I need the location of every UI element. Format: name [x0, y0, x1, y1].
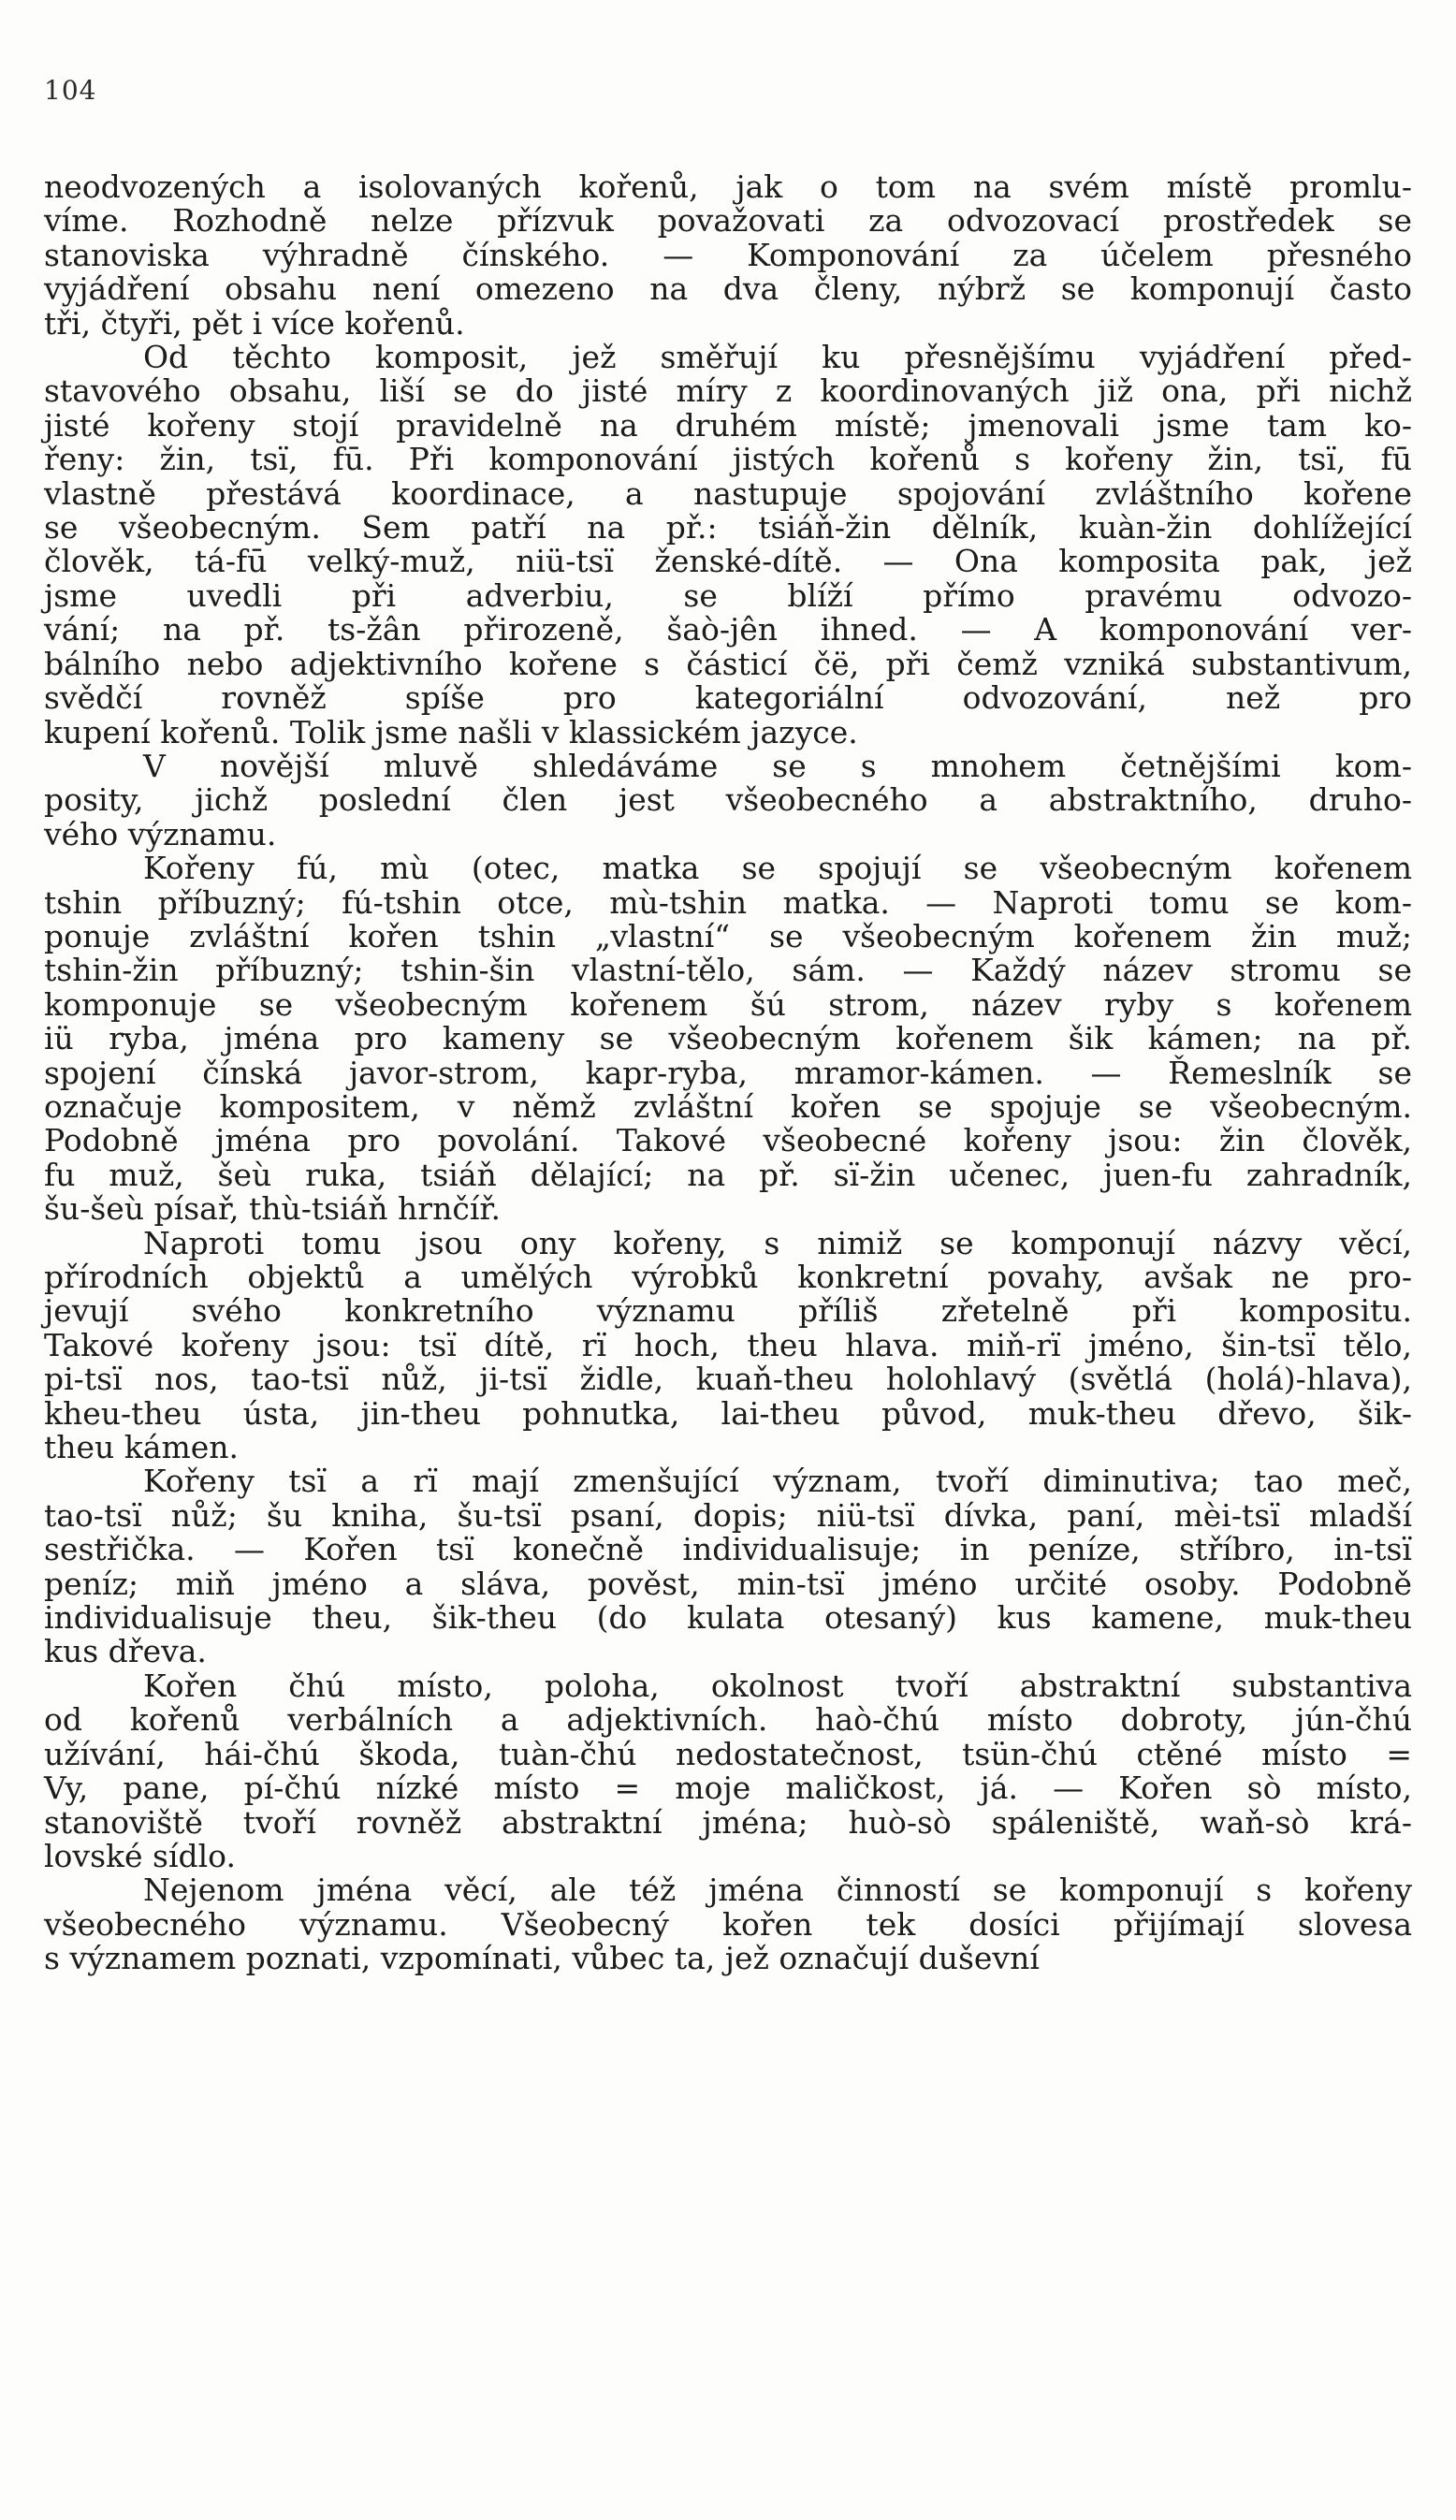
- text-line: řeny: žin, tsï, fū. Při komponování jistých kořenů s kořeny žin, tsï, fū: [44, 441, 1412, 478]
- text-line: víme. Rozhodně nelze přízvuk považovati za odvozovací prostředek se: [44, 202, 1412, 240]
- paragraph: [44, 341, 1412, 750]
- text-line: tao-tsï nůž; šu kniha, šu-tsï psaní, dopis; niü-tsï dívka, paní, mèi-tsï mladší: [44, 1496, 1412, 1534]
- text-line: individualisuje theu, šik-theu (do kulata otesaný) kus kamene, muk-theu: [44, 1599, 1412, 1637]
- text-line: jisté kořeny stojí pravidelně na druhém místě; jmenovali jsme tam ko-: [44, 406, 1412, 444]
- text-line: sestřička. — Kořen tsï konečně individualisuje; in peníze, stříbro, in-tsï: [44, 1531, 1412, 1568]
- text-line: Naproti tomu jsou ony kořeny, s nimiž se komponují názvy věcí,: [143, 1224, 1412, 1261]
- text-line: kus dřeva.: [44, 1633, 207, 1670]
- text-line: šu-šeù písař, thù-tsiáň hrnčíř.: [44, 1190, 502, 1228]
- text-line: Podobně jména pro povolání. Takové všeobecné kořeny jsou: žin člověk,: [44, 1122, 1412, 1159]
- body-text: [44, 170, 1412, 1976]
- text-line: ponuje zvláštní kořen tshin „vlastní“ se všeobecným kořenem žin muž;: [44, 917, 1412, 954]
- text-line: jevují svého konkretního významu příliš zřetelně při kompositu.: [44, 1292, 1412, 1330]
- text-line: tshin příbuzný; fú-tshin otce, mù-tshin matka. — Naproti tomu se kom-: [44, 883, 1412, 921]
- text-line: s významem poznati, vzpomínati, vůbec ta, jež označují duševní: [44, 1940, 1040, 1977]
- text-line: posity, jichž poslední člen jest všeobecného a abstraktního, druho-: [44, 781, 1412, 819]
- text-line: kupení kořenů. Tolik jsme našli v klassickém jazyce.: [44, 713, 858, 750]
- paragraph: [44, 852, 1412, 1226]
- text-line: peníz; miň jméno a sláva, pověst, min-tsï jméno určité osoby. Podobně: [44, 1565, 1412, 1602]
- text-line: neodvozených a isolovaných kořenů, jak o tom na svém místě promlu-: [44, 168, 1412, 205]
- paragraph: [44, 1224, 1412, 1466]
- text-line: přírodních objektů a umělých výrobků konkretní povahy, avšak ne pro-: [44, 1259, 1412, 1295]
- text-line: Kořeny tsï a rï mají zmenšující význam, tvoří diminutiva; tao meč,: [143, 1463, 1412, 1500]
- text-line: theu kámen.: [44, 1429, 240, 1466]
- text-line: stanoviska výhradně čínského. — Komponování za účelem přesného: [44, 236, 1412, 273]
- text-line: lovské sídlo.: [44, 1837, 236, 1874]
- text-line: tshin-žin příbuzný; tshin-šin vlastní-tělo, sám. — Každý název stromu se: [44, 952, 1412, 989]
- text-line: komponuje se všeobecným kořenem šú strom, název ryby s kořenem: [44, 985, 1412, 1023]
- text-line: Nejenom jména věcí, ale též jména činností se komponují s kořeny: [143, 1872, 1412, 1909]
- text-line: bálního nebo adjektivního kořene s částicí čë, při čemž vzniká substantivum,: [44, 645, 1412, 682]
- paragraph: [44, 747, 1412, 852]
- text-line: tři, čtyři, pět i více kořenů.: [44, 304, 465, 342]
- text-line: iü ryba, jména pro kameny se všeobecným kořenem šik kámen; na př.: [44, 1020, 1412, 1057]
- paragraph: [44, 170, 1412, 341]
- text-line: Kořen čhú místo, poloha, okolnost tvoří abstraktní substantiva: [143, 1667, 1412, 1704]
- text-line: V novější mluvě shledáváme se s mnohem četnějšími kom-: [143, 747, 1412, 784]
- text-line: se všeobecným. Sem patří na př.: tsiáň-žin dělník, kuàn-žin dohlížející: [44, 509, 1412, 546]
- text-line: pi-tsï nos, tao-tsï nůž, ji-tsï židle, kuaň-theu holohlavý (světlá (holá)-hlava),: [44, 1361, 1412, 1398]
- paragraph: [44, 1873, 1412, 1975]
- text-line: člověk, tá-fū velký-muž, niü-tsï ženské-dítě. — Ona komposita pak, jež: [44, 543, 1412, 580]
- text-line: od kořenů verbálních a adjektivních. haò-čhú místo dobroty, jún-čhú: [44, 1701, 1412, 1739]
- text-line: fu muž, šeù ruka, tsiáň dělající; na př. sï-žin učenec, juen-fu zahradník,: [44, 1156, 1412, 1193]
- text-line: všeobecného významu. Všeobecný kořen tek dosíci přijímají slovesa: [44, 1905, 1412, 1943]
- page-number: 104: [44, 75, 97, 106]
- text-line: kheu-theu ústa, jin-theu pohnutka, lai-theu původ, muk-theu dřevo, šik-: [44, 1394, 1412, 1432]
- text-line: označuje kompositem, v němž zvláštní kořen se spojuje se všeobecným.: [44, 1087, 1412, 1125]
- text-line: vání; na př. ts-žân přirozeně, šaò-jên ihned. — A komponování ver-: [44, 611, 1412, 648]
- text-line: užívání, hái-čhú škoda, tuàn-čhú nedostatečnost, tsün-čhú ctěné místo =: [44, 1735, 1412, 1772]
- text-line: jsme uvedli při adverbiu, se blíží přímo pravému odvozo-: [44, 576, 1412, 614]
- text-line: stanoviště tvoří rovněž abstraktní jména; huò-sò spáleniště, waň-sò krá-: [44, 1803, 1412, 1841]
- text-line: Kořeny fú, mù (otec, matka se spojují se všeobecným kořenem: [143, 850, 1412, 887]
- text-line: Takové kořeny jsou: tsï dítě, rï hoch, theu hlava. miň-rï jméno, šin-tsï tělo,: [44, 1326, 1412, 1363]
- text-line: spojení čínská javor-strom, kapr-ryba, mramor-kámen. — Řemeslník se: [44, 1054, 1412, 1091]
- text-line: svědčí rovněž spíše pro kategoriální odvozování, než pro: [44, 679, 1412, 717]
- paragraph: [44, 1464, 1412, 1668]
- text-line: vlastně přestává koordinace, a nastupuje spojování zvláštního kořene: [44, 474, 1412, 512]
- text-line: Vy, pane, pí-čhú nízké místo = moje maličkost, já. — Kořen sò místo,: [44, 1770, 1412, 1807]
- text-line: Od těchto komposit, jež směřují ku přesnějšímu vyjádření před-: [143, 339, 1412, 376]
- text-line: stavového obsahu, liší se do jisté míry z koordinovaných již ona, při nichž: [44, 372, 1412, 410]
- paragraph: [44, 1669, 1412, 1873]
- text-line: vého významu.: [44, 815, 277, 852]
- text-line: vyjádření obsahu není omezeno na dva členy, nýbrž se komponují často: [44, 270, 1412, 308]
